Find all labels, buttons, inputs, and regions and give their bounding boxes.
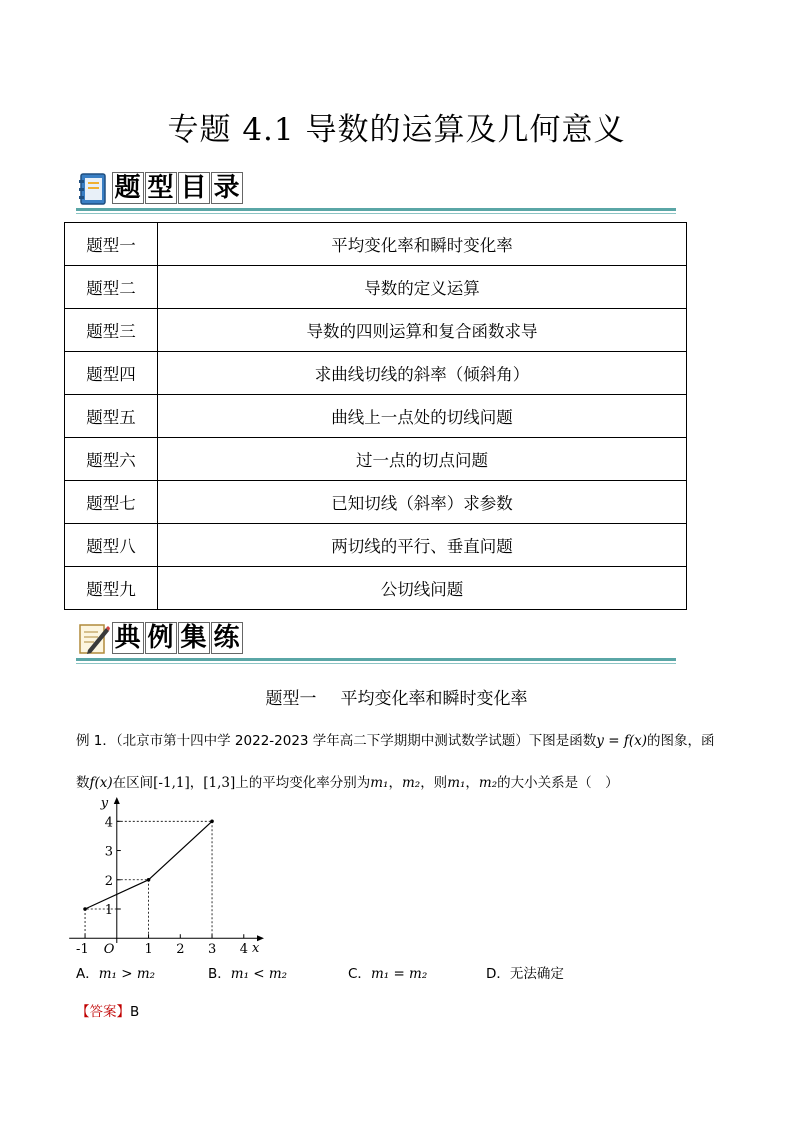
section-header-examples (76, 620, 676, 664)
interval-2: [1,3] (203, 775, 236, 791)
var-m2: m₂ (478, 775, 498, 791)
option-b[interactable] (208, 962, 287, 982)
toc-name: 曲线上一点处的切线问题 (158, 395, 687, 438)
x-tick-label: 1 (144, 942, 153, 958)
function-expression: y = f(x) (596, 733, 647, 749)
graph-point (83, 907, 87, 911)
problem-text: 在区间 (112, 775, 154, 791)
label-char: 题 (112, 172, 144, 204)
y-tick-label: 2 (104, 873, 114, 889)
option-text: m₁ > m₂ (98, 966, 156, 982)
toc-name: 已知切线（斜率）求参数 (158, 481, 687, 524)
notebook-icon (78, 172, 110, 206)
toc-num: 题型二 (65, 266, 158, 309)
table-row (65, 309, 687, 352)
problem-text: 的图象，函 (646, 733, 715, 749)
table-row (65, 438, 687, 481)
x-tick-label: 3 (208, 942, 217, 958)
table-row (65, 524, 687, 567)
option-letter: C． (348, 966, 371, 982)
option-letter: D． (486, 966, 510, 982)
var-m1: m₁ (370, 775, 389, 791)
function-expression: f(x) (89, 775, 113, 791)
section-rule (76, 208, 676, 211)
document-title: 专题 4.1 导数的运算及几何意义 (167, 112, 626, 148)
option-c[interactable] (348, 962, 427, 982)
toc-num: 题型八 (65, 524, 158, 567)
x-axis-label: x (252, 941, 260, 957)
label-char: 录 (211, 172, 243, 204)
option-letter: B． (208, 966, 231, 982)
toc-name: 求曲线切线的斜率（倾斜角） (158, 352, 687, 395)
graph-segment (149, 821, 212, 879)
label-char: 集 (178, 622, 210, 654)
toc-num: 题型七 (65, 481, 158, 524)
problem-type-name: 平均变化率和瞬时变化率 (340, 689, 528, 709)
var-m2: m₂ (401, 775, 421, 791)
problem-text: ， (388, 775, 402, 791)
interval-1: [-1,1] (153, 775, 190, 791)
y-tick-label: 1 (104, 903, 114, 918)
toc-num: 题型三 (65, 309, 158, 352)
problem-text: 数 (76, 775, 90, 791)
section-label-examples (112, 622, 244, 654)
answer-value: B (130, 1004, 140, 1020)
toc-name: 平均变化率和瞬时变化率 (158, 223, 687, 266)
toc-name: 过一点的切点问题 (158, 438, 687, 481)
problem-type-num: 题型一 (265, 689, 317, 709)
table-row (65, 567, 687, 610)
toc-num: 题型四 (65, 352, 158, 395)
option-d[interactable] (486, 962, 564, 982)
toc-name: 两切线的平行、垂直问题 (158, 524, 687, 567)
answer-line (76, 1000, 139, 1020)
answer-tag: 【答案】 (76, 1004, 130, 1020)
table-row (65, 395, 687, 438)
graph-point (210, 820, 214, 824)
table-row (65, 352, 687, 395)
problem-text: 的大小关系是（ ） (497, 775, 619, 791)
option-a[interactable] (76, 962, 155, 982)
problem-line-2 (76, 771, 619, 791)
problem-text: ， (189, 775, 204, 791)
label-char: 目 (178, 172, 210, 204)
option-letter: A． (76, 966, 99, 982)
option-text: m₁ < m₂ (230, 966, 288, 982)
label-char: 型 (145, 172, 177, 204)
table-row (65, 481, 687, 524)
section-rule-thin (76, 213, 676, 214)
label-char: 练 (211, 622, 243, 654)
problem-text: 上的平均变化率分别为 (235, 775, 371, 791)
label-char: 典 (112, 622, 144, 654)
option-text: m₁ = m₂ (370, 966, 428, 982)
problem-text: ， (465, 775, 479, 791)
x-tick-label: -1 (76, 942, 89, 958)
x-tick-label: 4 (239, 942, 249, 958)
y-axis-label: y (100, 796, 109, 811)
x-tick-label: 2 (176, 942, 185, 958)
origin-label: O (103, 942, 115, 958)
problem-line-1 (76, 729, 714, 749)
y-tick-label: 3 (104, 844, 114, 860)
section-rule-thin (76, 663, 676, 664)
y-axis-arrow (114, 797, 120, 804)
toc-num: 题型一 (65, 223, 158, 266)
toc-num: 题型五 (65, 395, 158, 438)
section-rule (76, 658, 676, 661)
problem-text: ，则 (420, 775, 448, 791)
section-header-toc (76, 170, 676, 214)
y-tick-label: 4 (104, 815, 114, 831)
graph-point (147, 878, 151, 882)
pen-paper-icon (78, 622, 110, 656)
toc-name: 导数的四则运算和复合函数求导 (158, 309, 687, 352)
option-text: 无法确定 (509, 966, 564, 982)
toc-name: 公切线问题 (158, 567, 687, 610)
toc-num: 题型六 (65, 438, 158, 481)
toc-num: 题型九 (65, 567, 158, 610)
function-graph (66, 795, 266, 958)
table-row (65, 223, 687, 266)
toc-table (64, 222, 687, 610)
problem-text: 例 1．（北京市第十四中学 2022-2023 学年高二下学期期中测试数学试题）下图是函数 (76, 733, 597, 749)
table-row (65, 266, 687, 309)
label-char: 例 (145, 622, 177, 654)
var-m1: m₁ (447, 775, 466, 791)
section-label-toc (112, 172, 244, 204)
problem-type-heading (0, 684, 793, 709)
toc-name: 导数的定义运算 (158, 266, 687, 309)
